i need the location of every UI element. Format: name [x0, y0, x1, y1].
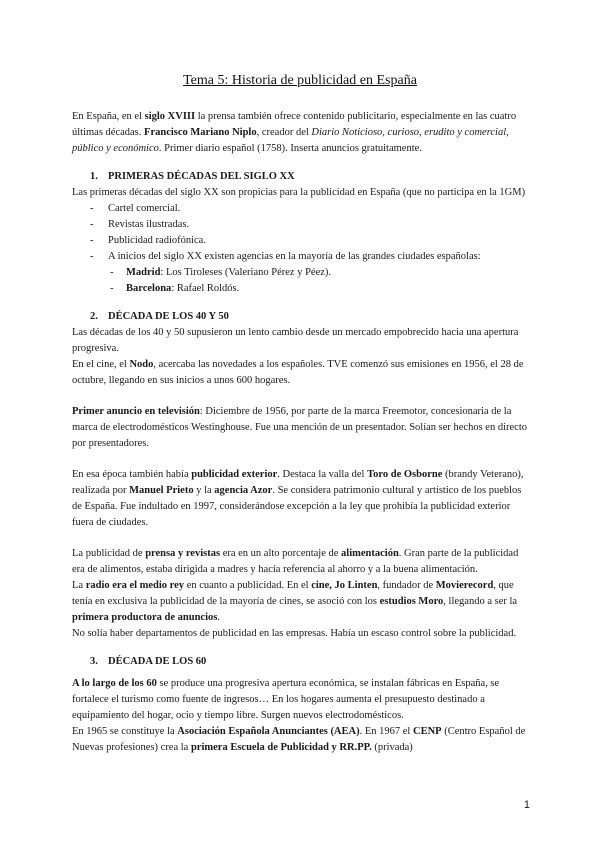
text-run: , acercaba las novedades a los españoles. TVE comenzó sus emisiones en 1956, el 28 de octubre, llegando en sus inicios a unos 600 hogares.: [72, 359, 524, 386]
text-run: : Diciembre de 1956, por parte de la marca Freemotor, concesionaria de la marca de electrodomésticos Westinghouse. Fue una mención de un presentador. Solían ser hechos en directo por presentadores.: [72, 406, 527, 449]
sublist-item: [72, 265, 528, 281]
bold-run: publicidad exterior: [191, 469, 278, 480]
bold-run: A lo largo de los 60: [72, 678, 157, 689]
paragraph: [72, 467, 528, 531]
bold-run: primera Escuela de Publicidad y RR.PP.: [190, 742, 372, 753]
text-run: En 1965 se constituye la: [72, 726, 178, 737]
page-title: Tema 5: Historia de publicidad en España: [183, 73, 417, 88]
text-run: la prensa también ofrece contenido publicitario, especialmente en las cuatro últimas décadas.: [72, 111, 517, 138]
intro-paragraph: [72, 109, 528, 157]
bold-run: Primer anuncio en televisión: [72, 406, 200, 417]
text-run: (Centro Español de Nuevas profesiones) crea la: [72, 726, 526, 753]
bold-run: Manuel Prieto: [129, 485, 194, 496]
section-1-text: Las primeras décadas del siglo XX son propicias para la publicidad en España (que no participa en la 1GM): [72, 187, 526, 198]
bold-run: Asociación Española Anunciantes (AEA): [177, 726, 360, 737]
text-run: , llegando a ser la: [443, 596, 518, 607]
bold-run: radio era el medio rey: [85, 580, 185, 591]
list-item: - Cartel comercial.: [72, 201, 528, 217]
text-run: . Primer diario español (1758). Inserta anuncios gratuitamente.: [158, 143, 422, 154]
section-number: 3.: [90, 656, 98, 667]
text-run: : Los Tiroleses (Valeriano Pérez y Péez).: [160, 267, 332, 278]
section-title: DÉCADA DE LOS 60: [108, 656, 207, 667]
paragraph: No solía haber departamentos de publicidad en las empresas. Había un escaso control sobre la publicidad.: [72, 628, 517, 639]
text-run: . En 1967 el: [359, 726, 413, 737]
text-run: , que tenía en exclusiva la publicidad de la mayoría de cines, se asoció con los: [72, 580, 514, 607]
text-run: . Se considera patrimonio cultural y artístico de los pueblos de España. Fue indultado en 1997, considerándose excepción a la ley que prohibía la publicidad exterior fuera de ciudades.: [72, 485, 522, 528]
text-run: . Destaca la valla del: [277, 469, 368, 480]
text-run: era en un alto porcentaje de: [220, 548, 342, 559]
section-number: 2.: [90, 311, 98, 322]
section-title: DÉCADA DE LOS 40 Y 50: [108, 311, 229, 322]
section-1-list: [72, 201, 528, 265]
section-3-heading: [90, 654, 528, 670]
bold-run: Movierecord: [435, 580, 494, 591]
bold-run: Nodo: [129, 359, 154, 370]
city-name: Barcelona: [126, 283, 172, 294]
page-number: 1: [523, 799, 530, 811]
italic-run: Diario Noticioso, curioso, erudito y comercial, público y económico: [72, 127, 509, 154]
paragraph: Las décadas de los 40 y 50 supusieron un lento cambio desde un mercado empobrecido hacia una apertura progresiva.: [72, 327, 519, 354]
text-run: : Rafael Roldós.: [171, 283, 240, 294]
text-run: en cuanto a publicidad. En el: [184, 580, 312, 591]
bold-run: agencia Azor: [214, 485, 273, 496]
bold-run: CENP: [412, 726, 442, 737]
text-run: La publicidad de: [72, 548, 146, 559]
paragraph: [72, 578, 528, 626]
paragraph: [72, 357, 528, 389]
text-run: La: [72, 580, 86, 591]
text-run: . Gran parte de la publicidad era de alimentos, estaba dirigida a madres y hacía referencia al ahorro y a la buena alimentación.: [72, 548, 519, 575]
list-item: - Revistas ilustradas.: [72, 217, 528, 233]
text-run: se produce una progresiva apertura económica, se instalan fábricas en España, se fortalece el turismo como fuente de ingresos… En los hogares aumenta el presupuesto destinado a equipamiento del hogar, ocio y tiempo libre. Surgen nuevos electrodomésticos.: [72, 678, 500, 721]
bold-run: cine, Jo Linten: [311, 580, 378, 591]
text-run: En esa época también había: [72, 469, 192, 480]
paragraph: [72, 676, 528, 724]
text-run: y la: [193, 485, 215, 496]
text-run: En el cine, el: [72, 359, 130, 370]
bold-run: Francisco Mariano Niplo: [144, 127, 257, 138]
section-title: PRIMERAS DÉCADAS DEL SIGLO XX: [108, 171, 295, 182]
paragraph: [72, 724, 528, 756]
paragraph: [72, 404, 528, 452]
agencies-sublist: [72, 265, 528, 297]
section-2-heading: [90, 309, 528, 325]
city-name: Madrid: [126, 267, 161, 278]
sublist-item: [72, 281, 528, 297]
text-run: , creador del: [256, 127, 312, 138]
section-1-heading: [90, 169, 528, 185]
section-number: 1.: [90, 171, 98, 182]
text-run: (privada): [371, 742, 413, 753]
list-item: - Publicidad radiofónica.: [72, 233, 528, 249]
bold-run: estudios Moro: [379, 596, 444, 607]
bold-run: primera productora de anuncios: [72, 612, 218, 623]
bold-run: prensa y revistas: [145, 548, 221, 559]
text-run: .: [217, 612, 220, 623]
text-run: , fundador de: [377, 580, 436, 591]
text-run: En España, en el: [72, 111, 145, 122]
bold-run: siglo XVIII: [144, 111, 196, 122]
text-run: (brandy Veterano), realizada por: [72, 469, 524, 496]
paragraph: [72, 546, 528, 578]
page-content: [72, 72, 528, 756]
list-item: - A inicios del siglo XX existen agencias en la mayoría de las grandes ciudades españolas:: [72, 249, 528, 265]
bold-run: alimentación: [341, 548, 399, 559]
bold-run: Toro de Osborne: [367, 469, 443, 480]
